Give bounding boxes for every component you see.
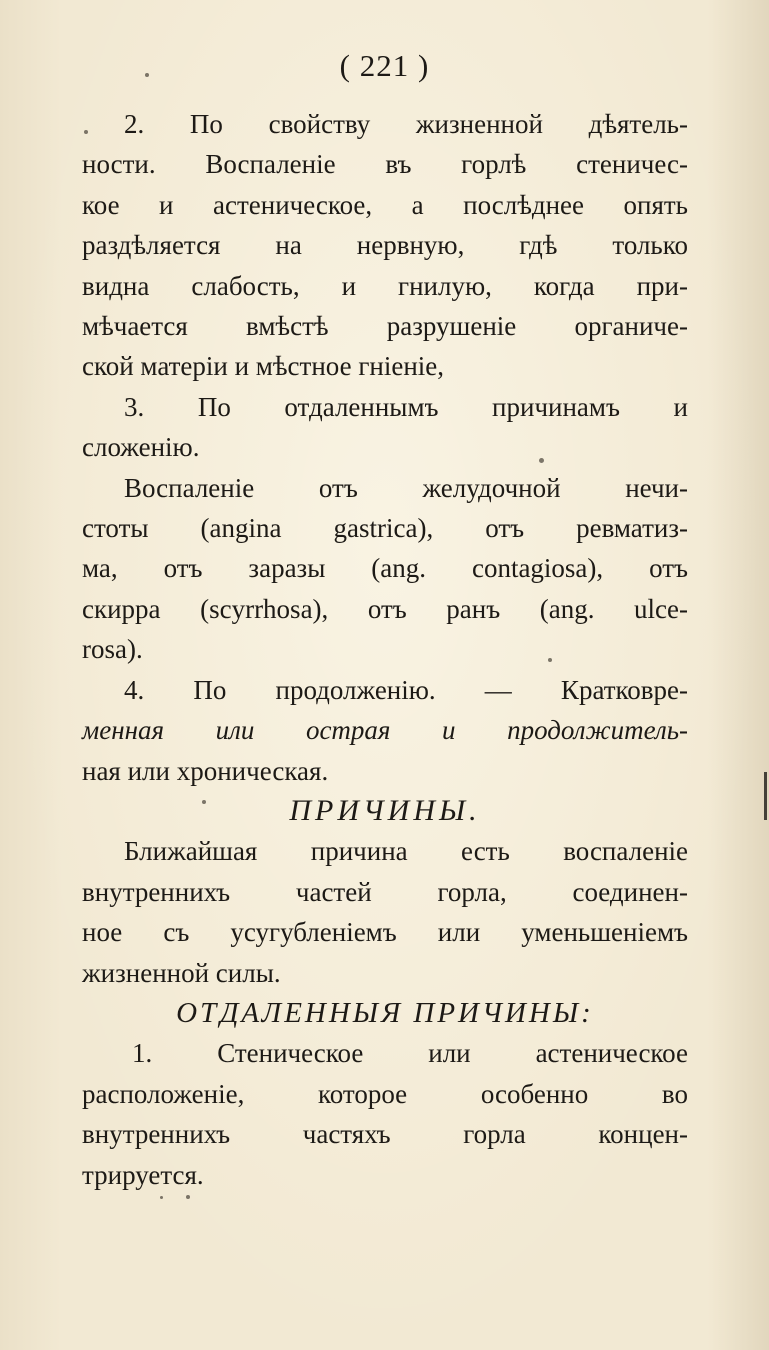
text-line: Воспаленіе отъ желудочной нечи- <box>124 472 688 503</box>
ink-speck <box>84 130 88 134</box>
ink-speck <box>539 458 544 463</box>
ink-speck <box>160 1196 163 1199</box>
text-line: 3. По отдаленнымъ причинамъ и <box>124 391 688 422</box>
text-line: 4. По продолженію. — Кратковре- <box>124 674 688 705</box>
text-line: ма, отъ заразы (ang. contagiosa), отъ <box>82 553 688 584</box>
page-body <box>82 104 688 1195</box>
text-line: трируется. <box>82 1159 204 1190</box>
text-line: Ближайшая причина есть воспаленіе <box>124 836 688 867</box>
text-line: ная или хроническая. <box>82 755 329 786</box>
text-line: 2. По свойству жизненной дѣятель- <box>124 109 688 139</box>
text-line: сложенію. <box>82 432 200 463</box>
text-line: 1. Стеническое или астеническое <box>132 1038 688 1069</box>
page-number: ( 221 ) <box>339 48 430 83</box>
edge-mark <box>764 772 767 820</box>
ink-speck <box>145 73 149 77</box>
text-line: ное съ усугубленіемъ или уменьшеніемъ <box>82 917 688 948</box>
text-line: расположеніе, которое особенно во <box>82 1078 688 1109</box>
text-line: раздѣляется на нервную, гдѣ только <box>82 230 688 261</box>
text-line: мѣчается вмѣстѣ разрушеніе органиче- <box>82 311 688 342</box>
text-line: кое и астеническое, а послѣднее опять <box>82 189 688 220</box>
ink-speck <box>186 1195 190 1199</box>
ink-speck <box>202 800 206 804</box>
text-line: жизненной силы. <box>82 957 281 988</box>
text-line: стоты (angina gastrica), отъ ревматиз- <box>82 513 688 544</box>
text-line: скирра (scyrrhosa), отъ ранъ (ang. ulce- <box>82 593 688 624</box>
text-line: ской матеріи и мѣстное гніеніе, <box>82 351 445 382</box>
text-line: внутреннихъ частей горла, соединен- <box>82 876 688 907</box>
section-heading: ОТДАЛЕННЫЯ ПРИЧИНЫ: <box>176 996 594 1029</box>
text-line: менная или острая и продолжитель- <box>82 715 688 746</box>
ink-speck <box>548 658 552 662</box>
text-line: rosa). <box>82 634 143 665</box>
text-line: видна слабость, и гнилую, когда при- <box>82 270 688 301</box>
text-line: внутреннихъ частяхъ горла концен- <box>82 1119 688 1150</box>
section-heading: ПРИЧИНЫ. <box>289 793 481 827</box>
text-line: ности. Воспаленіе въ горлѣ стеничес- <box>82 149 688 180</box>
